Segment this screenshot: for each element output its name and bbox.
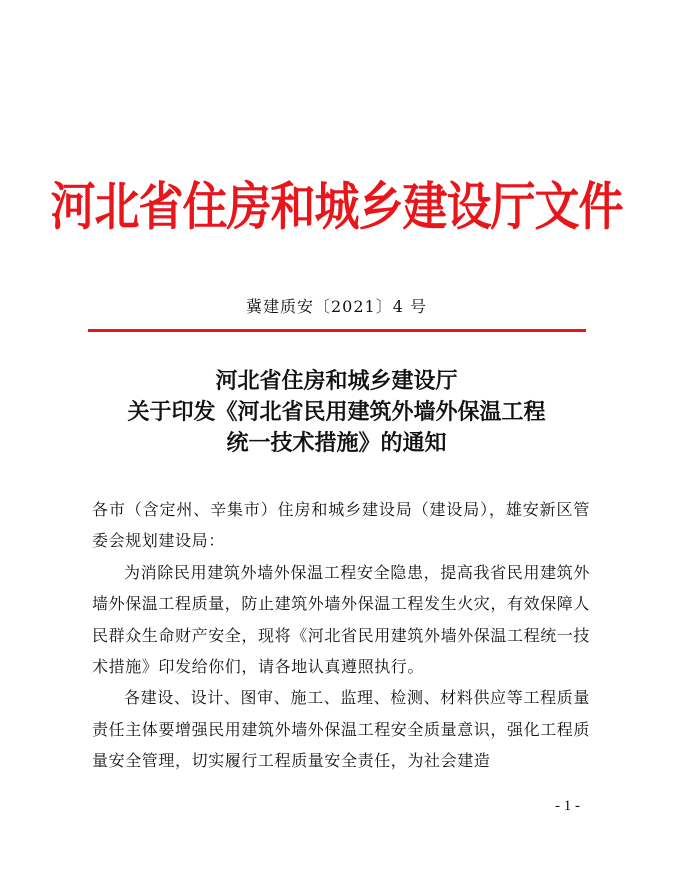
document-body — [92, 494, 590, 777]
notice-title-line-2: 关于印发《河北省民用建筑外墙外保温工程 — [127, 399, 546, 425]
notice-title — [80, 366, 593, 459]
notice-title-line-1: 河北省住房和城乡建设厅 — [215, 368, 458, 394]
body-paragraph-2: 各建设、设计、图审、施工、监理、检测、材料供应等工程质量责任主体要增强民用建筑外墙外保温工程安全质量意识，强化工程质量安全管理，切实履行工程质量安全责任，为社会建造 — [92, 688, 591, 771]
addressee-paragraph: 各市（含定州、辛集市）住房和城乡建设局（建设局），雄安新区管委会规划建设局： — [92, 500, 590, 551]
document-header-title: 河北省住房和城乡建设厅文件 — [50, 175, 623, 237]
red-divider-line — [88, 329, 586, 332]
notice-title-line-3: 统一技术措施》的通知 — [226, 430, 447, 456]
document-number: 冀建质安〔2021〕4 号 — [246, 297, 427, 316]
body-paragraph-1: 为消除民用建筑外墙外保温工程安全隐患，提高我省民用建筑外墙外保温工程质量，防止建筑外墙外保温工程发生火灾，有效保障人民群众生命财产安全，现将《河北省民用建筑外墙外保温工程统一技术措施》印发给你们，请各地认真遵照执行。 — [92, 562, 591, 677]
page-number: - 1 - — [555, 798, 580, 814]
